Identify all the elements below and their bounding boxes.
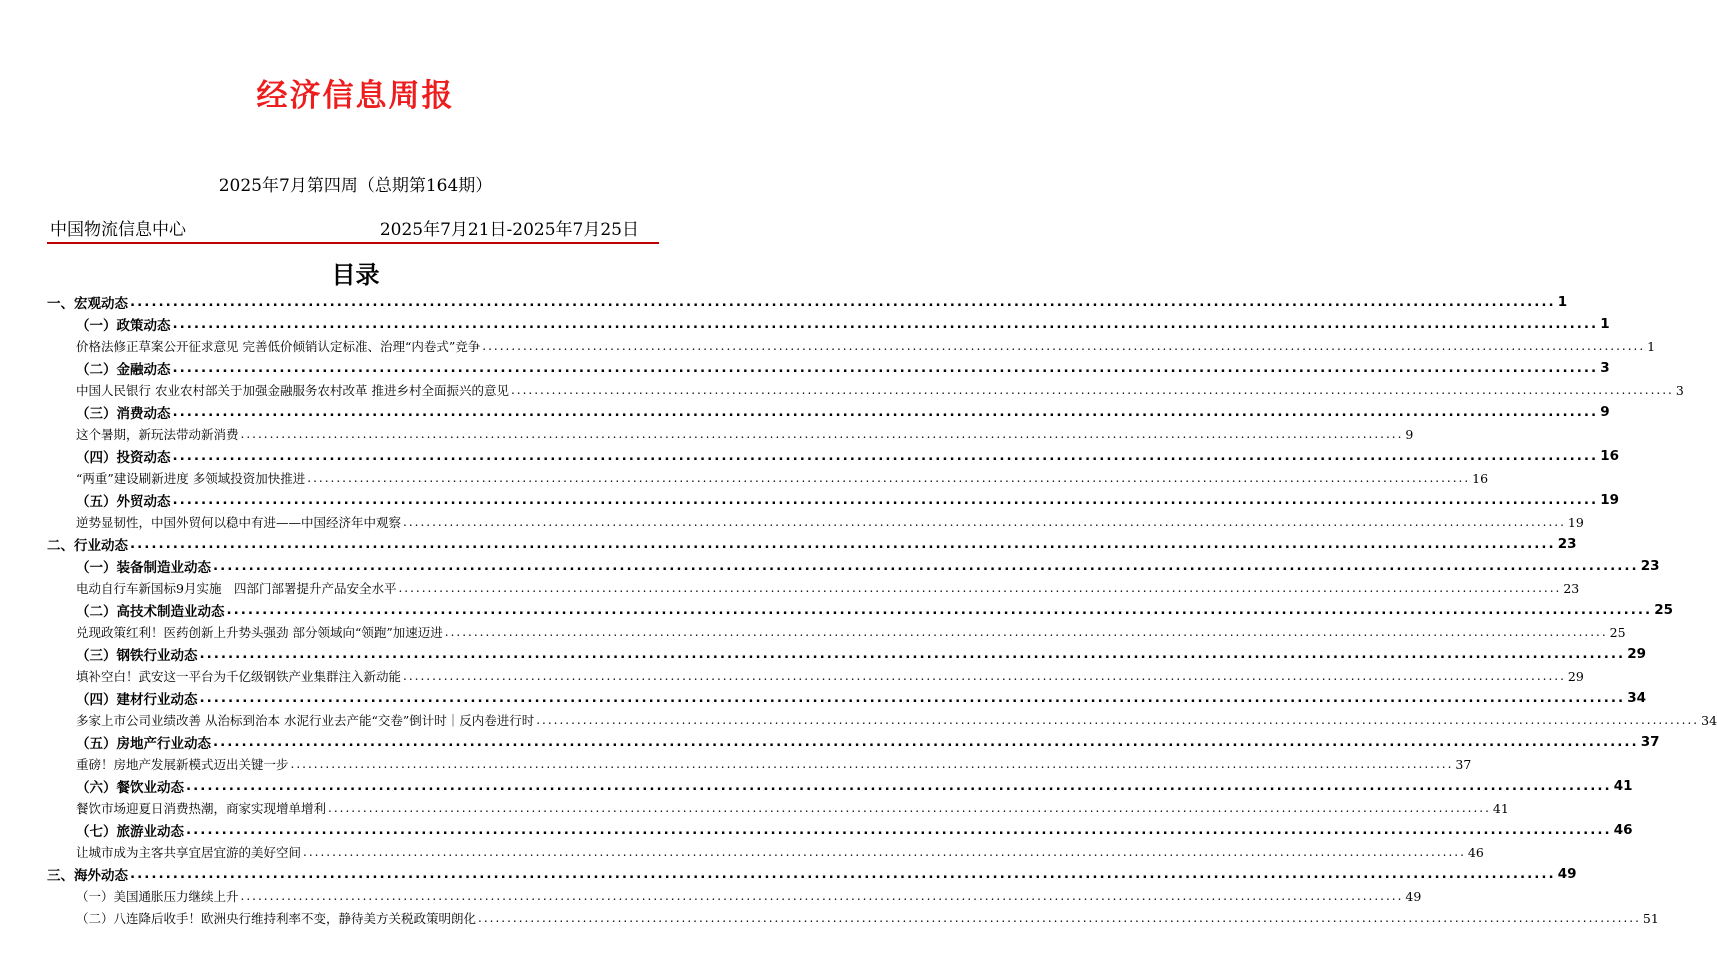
- date-range: 2025年7月21日-2025年7月25日: [379, 220, 639, 240]
- toc-entry-title: 逆势显韧性，中国外贸何以稳中有进——中国经济年中观察: [76, 515, 402, 530]
- toc-page-number: 1: [1557, 294, 1568, 310]
- toc-leader-dots: ........................................................................................................................................................................................................: [240, 889, 1404, 903]
- toc-entry[interactable]: [47, 687, 1646, 709]
- toc-entry[interactable]: [47, 313, 1610, 335]
- toc-page-number: 46: [1613, 822, 1633, 838]
- toc-entry[interactable]: [47, 665, 1584, 687]
- toc-entry[interactable]: [47, 533, 1577, 555]
- toc-entry-title: （三）消费动态: [76, 406, 171, 422]
- toc-entry-title: （六）餐饮业动态: [76, 780, 184, 796]
- toc-page-number: 29: [1627, 646, 1646, 662]
- toc-entry-title: （一）装备制造业动态: [76, 560, 211, 576]
- toc-leader-dots: ........................................................................................................................................................................................................: [172, 316, 1599, 332]
- toc-entry[interactable]: [47, 467, 1489, 489]
- toc-page-number: 37: [1455, 756, 1472, 772]
- toc-leader-dots: ........................................................................................................................................................................................................: [303, 845, 1466, 859]
- toc-entry-title: 重磅！房地产发展新模式迈出关键一步: [76, 757, 289, 772]
- toc-page-number: 23: [1640, 558, 1660, 574]
- toc-entry-title: 餐饮市场迎夏日消费热潮，商家实现增单增利: [76, 801, 327, 816]
- toc-leader-dots: ........................................................................................................................................................................................................: [213, 558, 1639, 574]
- toc-entry-title: 兑现政策红利！医药创新上升势头强劲 部分领域向“领跑”加速迈进: [76, 625, 443, 640]
- toc-entry[interactable]: [47, 863, 1577, 885]
- toc-entry-title: （四）建材行业动态: [76, 692, 198, 708]
- toc-page-number: 25: [1609, 624, 1626, 640]
- toc-entry[interactable]: [47, 445, 1619, 467]
- toc-entry-title: （四）投资动态: [76, 450, 171, 466]
- toc-leader-dots: ........................................................................................................................................................................................................: [403, 669, 1566, 683]
- toc-page-number: 46: [1467, 844, 1484, 860]
- toc-leader-dots: ........................................................................................................................................................................................................: [186, 778, 1612, 794]
- toc-entry[interactable]: [47, 885, 1422, 907]
- toc-leader-dots: ........................................................................................................................................................................................................: [403, 515, 1566, 529]
- report-title: 经济信息周报: [256, 78, 455, 114]
- toc-leader-dots: ........................................................................................................................................................................................................: [307, 471, 1471, 485]
- toc-entry-title: （一）美国通胀压力继续上升: [76, 889, 239, 904]
- toc-leader-dots: ........................................................................................................................................................................................................: [172, 360, 1599, 376]
- toc-entry[interactable]: [47, 643, 1646, 665]
- toc-page-number: 41: [1613, 778, 1633, 794]
- toc-leader-dots: ........................................................................................................................................................................................................: [240, 427, 1404, 441]
- toc-leader-dots: ........................................................................................................................................................................................................: [130, 866, 1556, 882]
- toc-page-number: 19: [1567, 514, 1584, 530]
- toc-leader-dots: ........................................................................................................................................................................................................: [328, 801, 1491, 815]
- toc-leader-dots: ........................................................................................................................................................................................................: [478, 911, 1641, 925]
- toc-page-number: 23: [1563, 580, 1580, 596]
- toc-entry[interactable]: [47, 599, 1673, 621]
- toc-leader-dots: ........................................................................................................................................................................................................: [226, 602, 1653, 618]
- toc-entry[interactable]: [47, 775, 1633, 797]
- toc-leader-dots: ........................................................................................................................................................................................................: [199, 690, 1626, 706]
- toc-entry-title: 填补空白！武安这一平台为千亿级钢铁产业集群注入新动能: [76, 669, 402, 684]
- toc-entry-title: （五）外贸动态: [76, 494, 171, 510]
- toc-leader-dots: ........................................................................................................................................................................................................: [172, 492, 1599, 508]
- toc-entry-title: 电动自行车新国标9月实施 四部门部署提升产品安全水平: [76, 581, 397, 596]
- toc-entry-title: 三、海外动态: [47, 868, 128, 884]
- toc-leader-dots: ........................................................................................................................................................................................................: [536, 713, 1700, 727]
- toc-leader-dots: ........................................................................................................................................................................................................: [444, 625, 1608, 639]
- toc-entry-title: 价格法修正草案公开征求意见 完善低价倾销认定标准、治理“内卷式”竞争: [76, 339, 481, 354]
- toc-page-number: 9: [1600, 404, 1610, 420]
- toc-entry[interactable]: [47, 577, 1580, 599]
- toc-entry[interactable]: [47, 841, 1484, 863]
- toc-entry[interactable]: [47, 401, 1610, 423]
- toc-entry[interactable]: [47, 423, 1414, 445]
- toc-entry-title: 中国人民银行 农业农村部关于加强金融服务农村改革 推进乡村全面振兴的意见: [76, 383, 509, 398]
- toc-page-number: 34: [1701, 712, 1717, 728]
- toc-entry-title: （二）金融动态: [76, 362, 171, 378]
- toc-entry-title: （五）房地产行业动态: [76, 736, 211, 752]
- toc-page-number: 25: [1654, 602, 1673, 618]
- toc-entry[interactable]: [47, 621, 1626, 643]
- toc-leader-dots: ........................................................................................................................................................................................................: [213, 734, 1639, 750]
- toc-page-number: 1: [1647, 338, 1656, 354]
- toc-entry-title: （二）八连降后收手！欧洲央行维持利率不变，静待美方关税政策明朗化: [76, 911, 477, 926]
- toc-leader-dots: ........................................................................................................................................................................................................: [199, 646, 1626, 662]
- toc-entry[interactable]: [47, 357, 1610, 379]
- toc-page-number: 3: [1600, 360, 1610, 376]
- toc-entry[interactable]: [47, 819, 1633, 841]
- header-divider: [47, 242, 659, 244]
- toc-entry-title: 多家上市公司业绩改善 从治标到治本 水泥行业去产能“交卷”倒计时｜反内卷进行时: [76, 713, 535, 728]
- toc-page-number: 9: [1405, 426, 1414, 442]
- toc-leader-dots: ........................................................................................................................................................................................................: [130, 294, 1556, 310]
- toc-heading: 目录: [331, 261, 380, 289]
- table-of-contents: [47, 291, 1717, 929]
- toc-entry-title: （二）高技术制造业动态: [76, 604, 225, 620]
- toc-entry[interactable]: [47, 797, 1509, 819]
- toc-page-number: 34: [1627, 690, 1646, 706]
- toc-entry[interactable]: [47, 335, 1656, 357]
- toc-page-number: 16: [1600, 448, 1619, 464]
- toc-entry-title: “两重”建设刷新进度 多领域投资加快推进: [76, 471, 306, 486]
- toc-page-number: 1: [1600, 316, 1610, 332]
- toc-entry[interactable]: [47, 731, 1660, 753]
- toc-page-number: 29: [1567, 668, 1584, 684]
- toc-page-number: 41: [1492, 800, 1509, 816]
- toc-page-number: 37: [1640, 734, 1660, 750]
- toc-entry[interactable]: [47, 511, 1584, 533]
- toc-entry-title: （七）旅游业动态: [76, 824, 184, 840]
- toc-page-number: 51: [1642, 910, 1659, 926]
- toc-leader-dots: ........................................................................................................................................................................................................: [398, 581, 1562, 595]
- toc-leader-dots: ........................................................................................................................................................................................................: [510, 383, 1674, 397]
- toc-page-number: 49: [1557, 866, 1577, 882]
- toc-entry-title: 这个暑期，新玩法带动新消费: [76, 427, 239, 442]
- toc-leader-dots: ........................................................................................................................................................................................................: [186, 822, 1612, 838]
- toc-leader-dots: ........................................................................................................................................................................................................: [482, 339, 1646, 353]
- toc-entry[interactable]: [47, 555, 1660, 577]
- toc-leader-dots: ........................................................................................................................................................................................................: [172, 448, 1599, 464]
- toc-entry-title: 一、宏观动态: [47, 296, 128, 312]
- toc-page-number: 49: [1405, 888, 1422, 904]
- toc-leader-dots: ........................................................................................................................................................................................................: [130, 536, 1556, 552]
- toc-page-number: 19: [1600, 492, 1619, 508]
- toc-page-number: 3: [1675, 382, 1684, 398]
- toc-entry[interactable]: [47, 379, 1684, 401]
- toc-entry[interactable]: [47, 709, 1717, 731]
- toc-entry[interactable]: [47, 753, 1472, 775]
- organization: 中国物流信息中心: [50, 220, 186, 240]
- toc-entry-title: 二、行业动态: [47, 538, 128, 554]
- toc-leader-dots: ........................................................................................................................................................................................................: [172, 404, 1599, 420]
- toc-entry[interactable]: [47, 291, 1568, 313]
- toc-entry-title: （一）政策动态: [76, 318, 171, 334]
- toc-entry[interactable]: [47, 907, 1659, 929]
- toc-page-number: 16: [1472, 470, 1489, 486]
- toc-entry-title: （三）钢铁行业动态: [76, 648, 198, 664]
- toc-entry-title: 让城市成为主客共享宜居宜游的美好空间: [76, 845, 302, 860]
- toc-entry[interactable]: [47, 489, 1619, 511]
- toc-leader-dots: ........................................................................................................................................................................................................: [290, 757, 1454, 771]
- toc-page-number: 23: [1557, 536, 1577, 552]
- issue-line: 2025年7月第四周（总期第164期）: [218, 176, 493, 196]
